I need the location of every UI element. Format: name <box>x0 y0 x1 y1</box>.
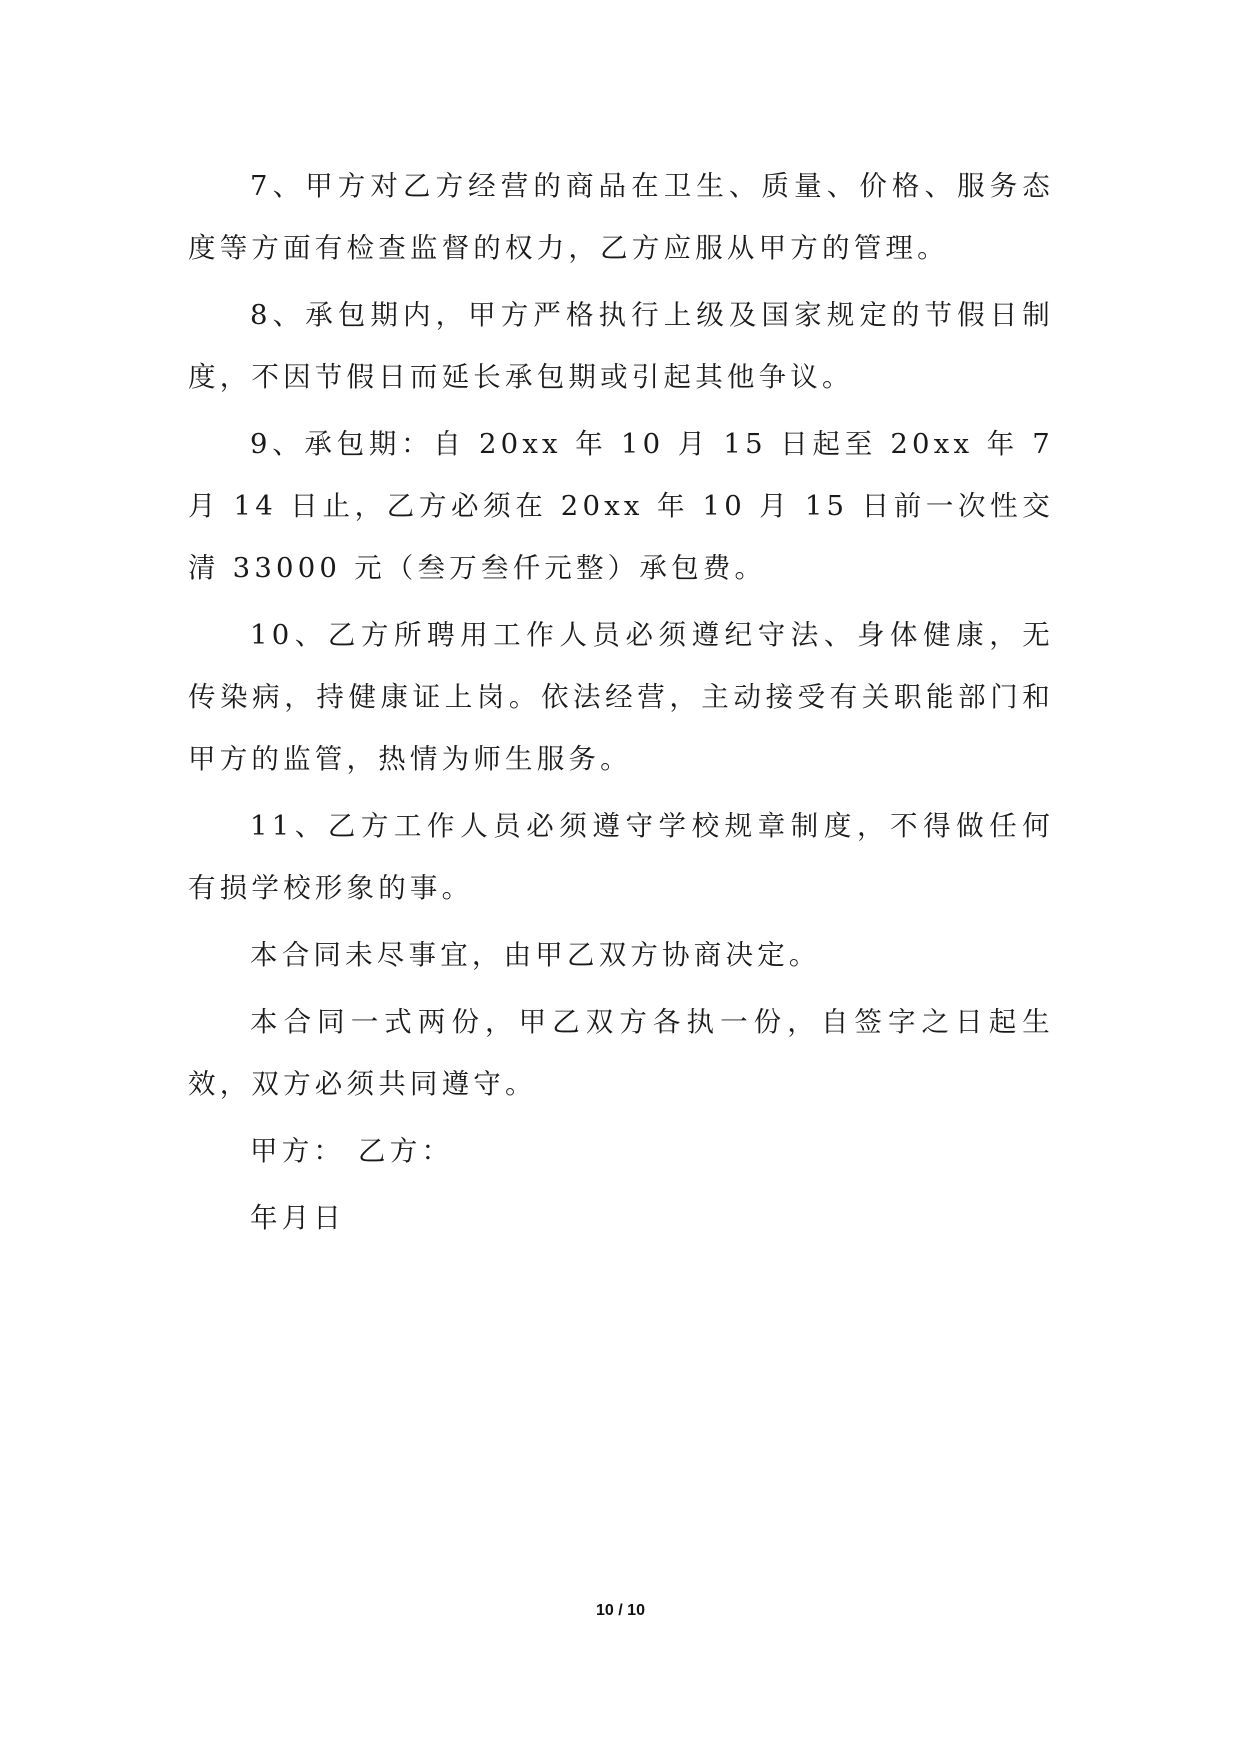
document-body <box>188 155 1054 1249</box>
date-line: 年月日 <box>250 1202 346 1234</box>
copies-clause: 本合同一式两份，甲乙双方各执一份，自签字之日起生效，双方必须共同遵守。 <box>188 1006 1054 1100</box>
clause-8: 8、承包期内，甲方严格执行上级及国家规定的节假日制度，不因节假日而延长承包期或引起其他争议。 <box>188 299 1054 393</box>
page-number: 10 / 10 <box>596 1602 645 1619</box>
clause-10: 10、乙方所聘用工作人员必须遵纪守法、身体健康，无传染病，持健康证上岗。依法经营，主动接受有关职能部门和甲方的监管，热情为师生服务。 <box>188 619 1054 775</box>
clause-11: 11、乙方工作人员必须遵守学校规章制度，不得做任何有损学校形象的事。 <box>188 810 1054 904</box>
clause-9: 9、承包期：自 20xx 年 10 月 15 日起至 20xx 年 7 月 14 日止，乙方必须在 20xx 年 10 月 15 日前一次性交清 33000 元（叁万叁仟元整）承包费。 <box>188 428 1054 584</box>
clause-7: 7、甲方对乙方经营的商品在卫生、质量、价格、服务态度等方面有检查监督的权力，乙方应服从甲方的管理。 <box>188 170 1054 264</box>
unresolved-matters-clause: 本合同未尽事宜，由甲乙双方协商决定。 <box>250 939 821 971</box>
signature-line: 甲方： 乙方： <box>250 1135 454 1167</box>
